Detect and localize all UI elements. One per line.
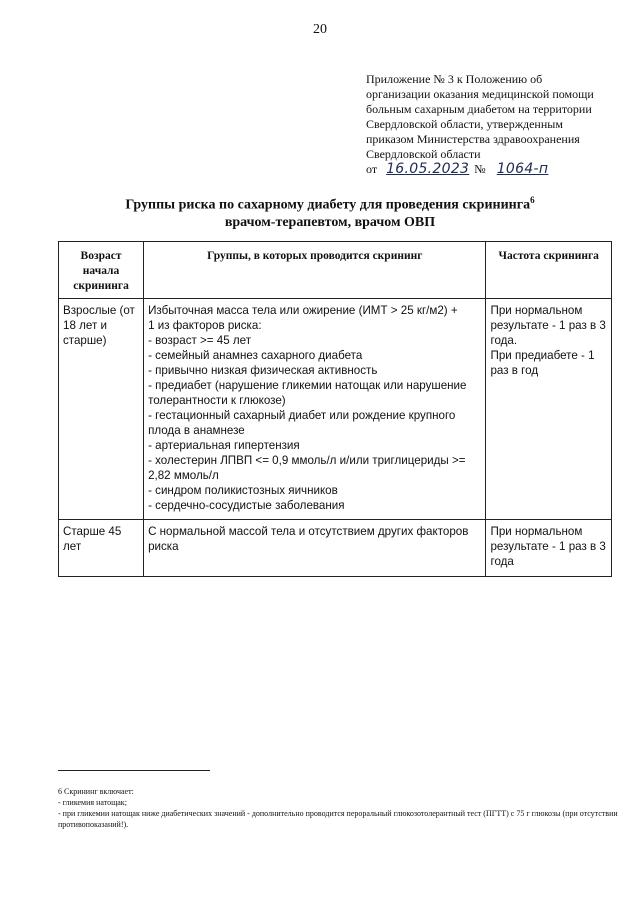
- title-footnote-mark: 6: [530, 195, 535, 205]
- appendix-line: Свердловской области, утвержденным: [366, 117, 563, 131]
- appendix-line: приказом Министерства здравоохранения: [366, 132, 580, 146]
- group-line: - привычно низкая физическая активность: [148, 364, 378, 377]
- cell-groups: [144, 299, 486, 520]
- frequency-line: При нормальном результате - 1 раз в 3 года.: [490, 304, 606, 347]
- cell-age: Взрослые (от 18 лет и старше): [59, 299, 144, 520]
- cell-frequency: [486, 520, 612, 577]
- appendix-line: Приложение № 3 к Положению об: [366, 72, 543, 86]
- frequency-line: При предиабете - 1 раз в год: [490, 349, 595, 377]
- footnote-line: 6 Скрининг включает:: [58, 787, 134, 796]
- handwritten-date: 16.05.2023: [386, 161, 470, 177]
- table-header-row: [59, 242, 612, 299]
- group-line: - холестерин ЛПВП <= 0,9 ммоль/л и/или триглицериды >= 2,82 ммоль/л: [148, 454, 466, 482]
- group-line: Избыточная масса тела или ожирение (ИМТ > 25 кг/м2) +: [148, 304, 458, 317]
- group-line: С нормальной массой тела и отсутствием других факторов риска: [148, 525, 469, 553]
- cell-age: Старше 45 лет: [59, 520, 144, 577]
- header-age: Возраст начала скрининга: [59, 242, 144, 299]
- handwritten-order-number: 1064-п: [496, 161, 549, 177]
- screening-table: [58, 241, 612, 577]
- footnotes: [58, 786, 618, 830]
- footnote-line: - гликемия натощак;: [58, 798, 127, 807]
- appendix-line: организации оказания медицинской помощи: [366, 87, 594, 101]
- title-line-1: Группы риска по сахарному диабету для проведения скрининга: [125, 197, 531, 213]
- appendix-line: больным сахарным диабетом на территории: [366, 102, 592, 116]
- appendix-line: Свердловской области: [366, 147, 481, 161]
- date-prefix: от: [366, 162, 378, 176]
- appendix-header: [366, 72, 628, 177]
- title-line-2: врачом-терапевтом, врачом ОВП: [224, 214, 436, 230]
- group-line: - предиабет (нарушение гликемии натощак или нарушение толерантности к глюкозе): [148, 379, 467, 407]
- table-row: [59, 299, 612, 520]
- group-line: - семейный анамнез сахарного диабета: [148, 349, 363, 362]
- footnote-line: - при гликемии натощак ниже диабетических значений - дополнительно проводится пероральный глюкозотолерантный тест (ПГТТ) с 75 г глюкозы (при отсутствии противопоказаний!).: [58, 809, 618, 829]
- header-groups: Группы, в которых проводится скрининг: [144, 242, 486, 299]
- document-title: [60, 192, 600, 231]
- group-line: - возраст >= 45 лет: [148, 334, 252, 347]
- footnote-divider: [58, 770, 210, 771]
- order-date-row: [366, 162, 628, 177]
- frequency-line: При нормальном результате - 1 раз в 3 года: [490, 525, 606, 568]
- group-line: - сердечно-сосудистые заболевания: [148, 499, 345, 512]
- table-row: [59, 520, 612, 577]
- cell-groups: [144, 520, 486, 577]
- group-line: 1 из факторов риска:: [148, 319, 262, 332]
- header-frequency: Частота скрининга: [486, 242, 612, 299]
- cell-frequency: [486, 299, 612, 520]
- page-number: 20: [313, 22, 327, 37]
- group-line: - артериальная гипертензия: [148, 439, 300, 452]
- number-sign: №: [474, 162, 486, 176]
- group-line: - синдром поликистозных яичников: [148, 484, 338, 497]
- group-line: - гестационный сахарный диабет или рождение крупного плода в анамнезе: [148, 409, 456, 437]
